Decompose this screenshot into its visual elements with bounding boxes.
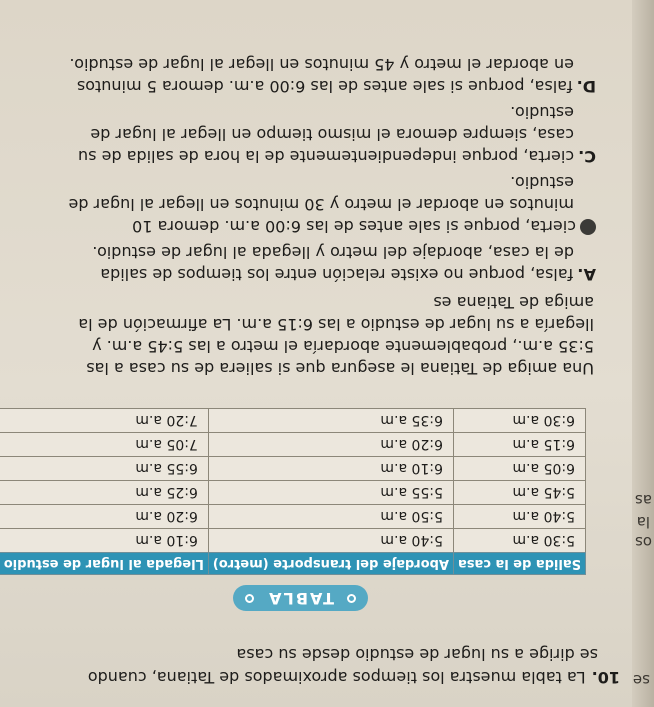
option-label: A. (577, 265, 596, 284)
edge-text: se (632, 671, 650, 689)
table-cell: 5:40 a.m (453, 505, 585, 529)
option-label: C. (578, 147, 596, 166)
circle-icon (347, 594, 356, 603)
answer-option-a[interactable] (44, 241, 596, 285)
circle-icon (245, 594, 254, 603)
table-cell: 6:35 a.m (208, 409, 453, 433)
table-cell: 7:20 a.m (0, 409, 208, 433)
prompt-line: Una amiga de Tatiana le asegura que si saliera de su casa a las (86, 359, 594, 378)
edge-text: as (634, 491, 652, 509)
option-text: cierta, porque si sale antes de las 6:00 a.m. demora 10 (132, 217, 576, 236)
question-number: 10. (591, 668, 620, 687)
answer-option-c[interactable] (44, 101, 596, 167)
table-cell: 6:25 a.m (0, 481, 208, 505)
table-cell: 6:20 a.m (0, 505, 208, 529)
table-cell: 6:20 a.m (208, 433, 453, 457)
option-text: minutos en abordar el metro y 30 minutos en llegar al lugar de (68, 195, 574, 214)
table-cell: 6:05 a.m (453, 457, 585, 481)
table-header-row (0, 553, 586, 575)
table-tag-label: TABLA (267, 589, 334, 608)
page-spine (632, 0, 654, 707)
table-row (0, 529, 586, 553)
table-cell: 5:50 a.m (208, 505, 453, 529)
option-text: casa, siempre demora el mismo tiempo en llegar al lugar de (90, 125, 574, 144)
column-header: Llegada al lugar de estudio (0, 553, 208, 575)
prompt-line: llegaría a su lugar de estudio a las 6:15 a.m. La afirmación de la (78, 315, 594, 334)
question-prompt (48, 291, 594, 379)
edge-text: os (635, 533, 652, 551)
table-cell: 6:10 a.m (208, 457, 453, 481)
filled-bubble-icon (580, 219, 596, 235)
table-row (0, 457, 586, 481)
column-header: Salida de la casa (453, 553, 585, 575)
option-text: falsa, porque si sale antes de las 6:00 a.m. demora 5 minutos (76, 77, 573, 96)
table-cell: 5:40 a.m (208, 529, 453, 553)
prompt-line: 5:35 a.m., probablemente abordaría el metro a las 5:45 a.m. y (92, 337, 594, 356)
column-header: Abordaje del transporte (metro) (208, 553, 453, 575)
prompt-line: amiga de Tatiana es (433, 293, 594, 312)
question-text-line: se dirige a su lugar de estudio desde su casa (236, 645, 598, 664)
times-table (0, 408, 586, 575)
option-text: estudio. (510, 173, 574, 192)
question-text-line: La tabla muestra los tiempos aproximados de Tatiana, cuando (87, 668, 586, 687)
option-label: D. (576, 77, 596, 96)
table-row (0, 409, 586, 433)
table-tag (233, 585, 368, 611)
table-cell: 6:10 a.m (0, 529, 208, 553)
option-text: falsa, porque no existe relación entre los tiempos de salida (100, 265, 574, 284)
table-row (0, 433, 586, 457)
table-cell: 7:05 a.m (0, 433, 208, 457)
table-cell: 5:45 a.m (453, 481, 585, 505)
table-cell: 6:15 a.m (453, 433, 585, 457)
table-row (0, 481, 586, 505)
option-text: estudio. (510, 103, 574, 122)
table-cell: 6:55 a.m (0, 457, 208, 481)
table-cell: 6:30 a.m (453, 409, 585, 433)
answer-option-d[interactable] (44, 53, 596, 97)
table-row (0, 505, 586, 529)
option-text: cierta, porque independientemente de la hora de salida de su (78, 147, 575, 166)
edge-text: la (636, 513, 650, 531)
question-heading (30, 643, 620, 689)
answer-option-b[interactable] (44, 171, 596, 237)
table-cell: 5:55 a.m (208, 481, 453, 505)
table-cell: 5:30 a.m (453, 529, 585, 553)
option-text: de la casa, abordaje del metro y llegada al lugar de estudio. (92, 243, 574, 262)
option-text: en abordar el metro y 45 minutos en llegar al lugar de estudio. (69, 55, 574, 74)
